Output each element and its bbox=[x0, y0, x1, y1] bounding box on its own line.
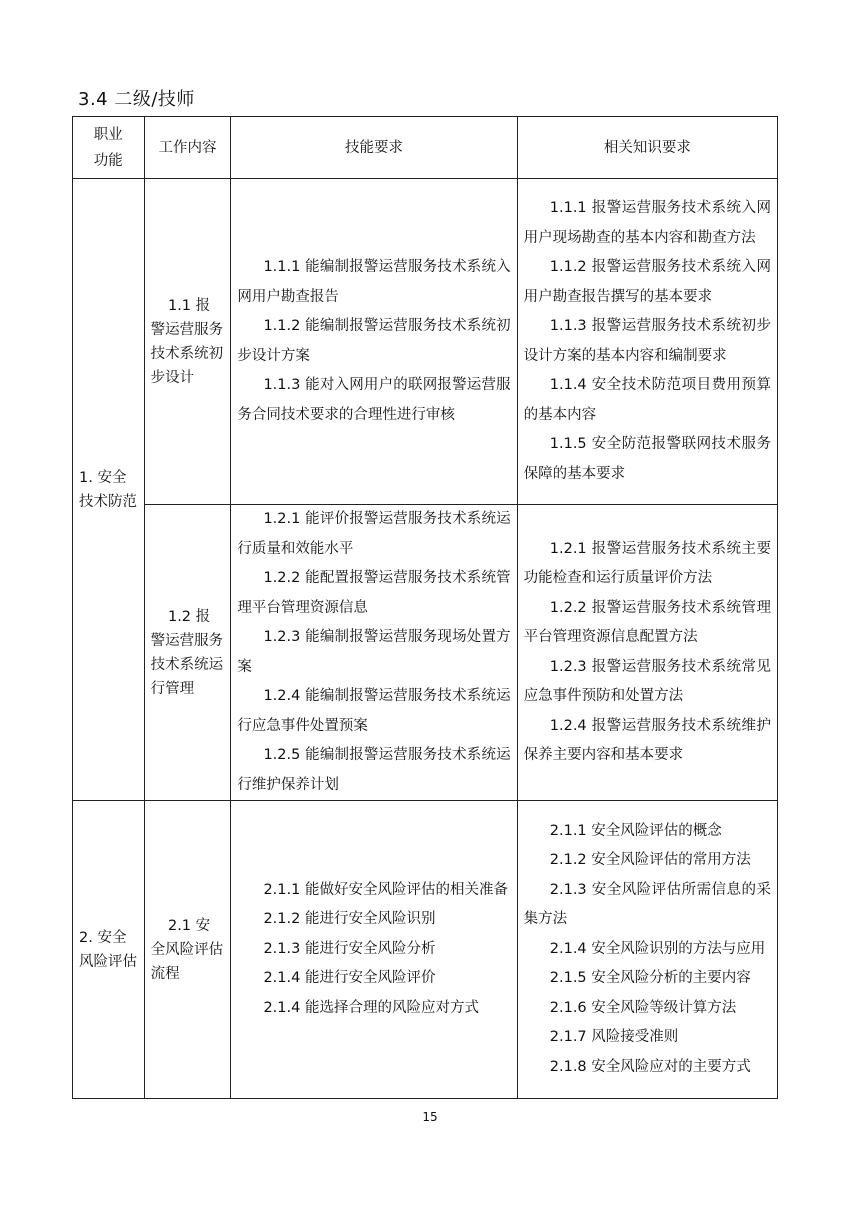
skill-item: 1.1.3 能对入网用户的联网报警运营服务合同技术要求的合理性进行审核 bbox=[237, 377, 511, 423]
function-cell: 2. 安全风险评估 bbox=[73, 801, 145, 1099]
knowledge-item: 2.1.8 安全风险应对的主要方式 bbox=[549, 1058, 751, 1075]
header-function-line-2: 功能 bbox=[93, 152, 123, 169]
header-function bbox=[73, 117, 145, 179]
table-row bbox=[73, 801, 778, 1099]
knowledge-cell bbox=[517, 505, 777, 801]
knowledge-item: 2.1.7 风险接受准则 bbox=[549, 1029, 679, 1046]
skill-cell bbox=[231, 801, 517, 1099]
work-content-cell: 1.1 报警运营服务技术系统初步设计 bbox=[144, 179, 231, 505]
knowledge-item: 1.2.4 报警运营服务技术系统维护保养主要内容和基本要求 bbox=[523, 717, 771, 763]
skill-item: 1.1.1 能编制报警运营服务技术系统入网用户勘查报告 bbox=[237, 259, 511, 305]
knowledge-item: 1.2.3 报警运营服务技术系统常见应急事件预防和处置方法 bbox=[523, 658, 771, 704]
knowledge-item: 1.1.2 报警运营服务技术系统入网用户勘查报告撰写的基本要求 bbox=[523, 259, 771, 305]
page-number: 15 bbox=[422, 1110, 438, 1124]
table-row bbox=[73, 505, 778, 801]
work-content-cell: 1.2 报警运营服务技术系统运行管理 bbox=[144, 505, 231, 801]
skill-cell bbox=[231, 179, 517, 505]
knowledge-item: 2.1.6 安全风险等级计算方法 bbox=[549, 999, 737, 1016]
knowledge-item: 2.1.1 安全风险评估的概念 bbox=[549, 822, 722, 839]
knowledge-item: 2.1.2 安全风险评估的常用方法 bbox=[549, 852, 751, 869]
skill-item: 1.2.2 能配置报警运营服务技术系统管理平台管理资源信息 bbox=[237, 570, 511, 616]
table-row bbox=[73, 179, 778, 505]
skills-table bbox=[72, 116, 778, 1099]
knowledge-item: 1.1.4 安全技术防范项目费用预算的基本内容 bbox=[523, 377, 771, 423]
header-work-content: 工作内容 bbox=[144, 117, 231, 179]
header-skill-requirements: 技能要求 bbox=[231, 117, 517, 179]
work-content-cell: 2.1 安全风险评估流程 bbox=[144, 801, 231, 1099]
skill-item: 1.2.1 能评价报警运营服务技术系统运行质量和效能水平 bbox=[237, 511, 511, 557]
skill-item: 2.1.1 能做好安全风险评估的相关准备 bbox=[263, 881, 508, 898]
header-function-line-1: 职业 bbox=[93, 126, 123, 143]
skill-item: 1.2.4 能编制报警运营服务技术系统运行应急事件处置预案 bbox=[237, 688, 511, 734]
knowledge-item: 2.1.4 安全风险识别的方法与应用 bbox=[549, 940, 766, 957]
skill-item: 2.1.2 能进行安全风险识别 bbox=[263, 911, 436, 928]
skill-item: 1.2.5 能编制报警运营服务技术系统运行维护保养计划 bbox=[237, 747, 511, 793]
knowledge-item: 1.1.1 报警运营服务技术系统入网用户现场勘查的基本内容和勘查方法 bbox=[523, 200, 771, 246]
skill-cell bbox=[231, 505, 517, 801]
section-title: 3.4 二级/技师 bbox=[78, 89, 195, 110]
knowledge-item: 2.1.3 安全风险评估所需信息的采集方法 bbox=[523, 881, 771, 928]
skill-item: 2.1.4 能进行安全风险评价 bbox=[263, 970, 436, 987]
knowledge-cell bbox=[517, 801, 777, 1099]
table-header-row bbox=[73, 117, 778, 179]
knowledge-item: 1.2.1 报警运营服务技术系统主要功能检查和运行质量评价方法 bbox=[523, 540, 771, 586]
knowledge-item: 2.1.5 安全风险分析的主要内容 bbox=[549, 970, 751, 987]
knowledge-item: 1.1.3 报警运营服务技术系统初步设计方案的基本内容和编制要求 bbox=[523, 318, 771, 364]
knowledge-item: 1.1.5 安全防范报警联网技术服务保障的基本要求 bbox=[523, 436, 771, 482]
skill-item: 2.1.4 能选择合理的风险应对方式 bbox=[263, 999, 479, 1016]
knowledge-item: 1.2.2 报警运营服务技术系统管理平台管理资源信息配置方法 bbox=[523, 599, 771, 645]
skill-item: 1.1.2 能编制报警运营服务技术系统初步设计方案 bbox=[237, 318, 511, 364]
skill-item: 2.1.3 能进行安全风险分析 bbox=[263, 940, 436, 957]
header-knowledge-requirements: 相关知识要求 bbox=[517, 117, 777, 179]
function-cell: 1. 安全技术防范 bbox=[73, 179, 145, 801]
knowledge-cell bbox=[517, 179, 777, 505]
skill-item: 1.2.3 能编制报警运营服务现场处置方案 bbox=[237, 629, 511, 675]
